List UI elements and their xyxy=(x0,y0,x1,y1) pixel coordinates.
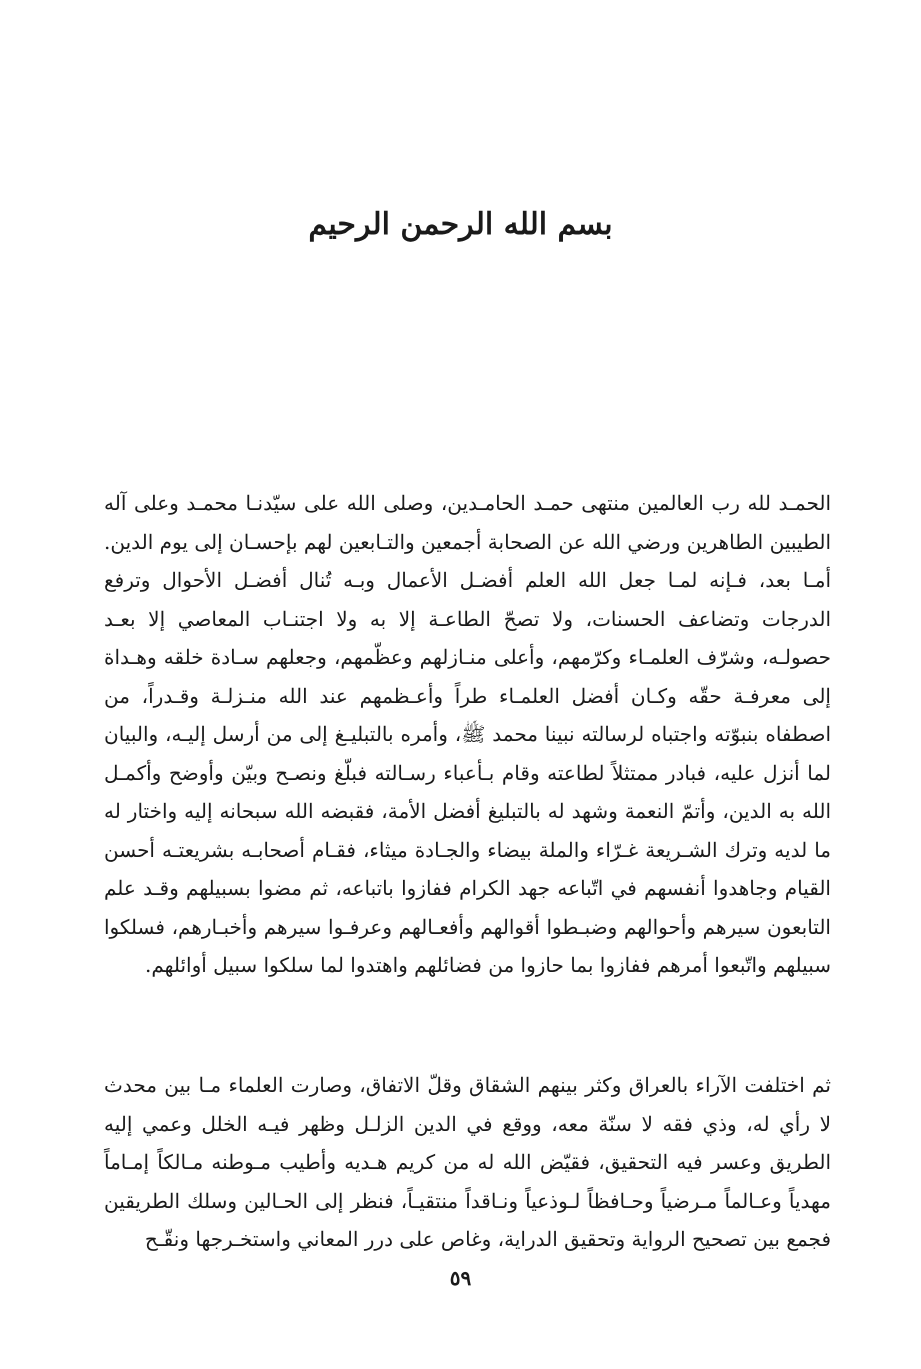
page-number: ٥٩ xyxy=(449,1266,472,1290)
body-paragraph-1: الحمـد لله رب العالمين منتهى حمـد الحامـدين، وصلى الله على سيّدنـا محمـد وعلى آله الطيبين الطاهرين ورضي الله عن الصحابة أجمعين والتـابعين لهم بإحسـان إلى يوم الدين. أمـا بعد، فـإنه لمـا جعل الله العلم أفضـل الأعمال وبـه تُنال أفضـل الأحوال وترفع الدرجات وتضاعف الحسنات، ولا تصحّ الطاعـة إلا به ولا اجتنـاب المعاصي إلا بعـد حصولـه، وشرّف العلمـاء وكرّمهم، وأعلى منـازلهم وعظّمهم، وجعلهم سـادة خلقه وهـداة إلى معرفـة حقّه وكـان أفضل العلمـاء طراً وأعـظمهم عند الله منـزلـة وقـدراً، من اصطفاه بنبوّته واجتباه لرسالته نبينا محمد ﷺ، وأمره بالتبليـغ إلى من أرسل إليـه، والبيان لما أنزل عليه، فبادر ممتثلاً لطاعته وقام بـأعباء رسـالته فبلّغ ونصـح وبيّن وأوضح وأكمـل الله به الدين، وأتمّ النعمة وشهد له بالتبليغ أفضل الأمة، فقبضه الله سبحانه إليه واختار له ما لديه وترك الشـريعة غـرّاء والملة بيضاء والجـادة ميثاء، فقـام أصحابـه بشريعتـه أحسن القيام وجاهدوا أنفسهم في اتّباعه جهد الكرام ففازوا باتباعه، ثم مضوا بسبيلهم وقـد علم التابعون سيرهم وأحوالهم وضبـطوا أقوالهم وأفعـالهم وعرفـوا سيرهم وأخبـارهم، فسلكوا سبيلهم واتّبعوا أمرهم ففازوا بما حازوا من فضائلهم واهتدوا لما سلكوا سبيل أوائلهم. xyxy=(104,491,832,977)
body-paragraph-2: ثم اختلفت الآراء بالعراق وكثر بينهم الشقاق وقلّ الاتفاق، وصارت العلماء مـا بين محدث لا رأي له، وذي فقه لا سنّة معه، ووقع في الدين الزلـل وظهر فيـه الخلل وعمي إليه الطريق وعسر فيه التحقيق، فقيّض الله له من كريم هـديه وأطيب مـوطنه مـالكاً إمـاماً مهدياً وعـالماً مـرضياً وحـافظاً لـوذعياً ونـاقداً منتقيـاً، فنظر إلى الحـالين وسلك الطريقين فجمع بين تصحيح الرواية وتحقيق الدراية، وغاص على درر المعاني واستخـرجها ونقّـح xyxy=(104,1073,831,1251)
page-title: بسم الله الرحمن الرحيم xyxy=(308,207,613,242)
